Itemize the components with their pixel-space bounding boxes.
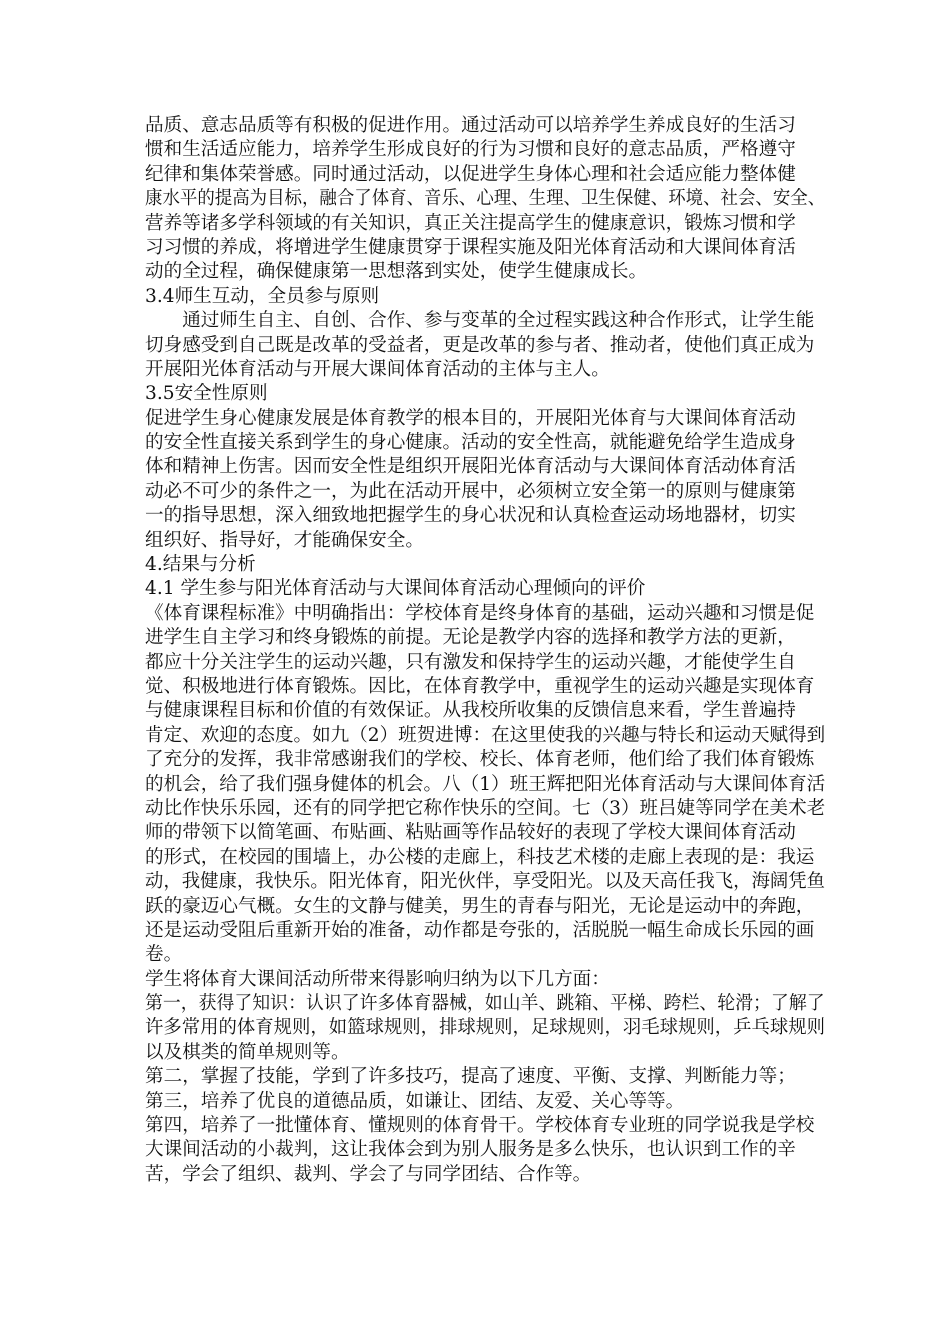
text-line: 的安全性直接关系到学生的身心健康。活动的安全性高，就能避免给学生造成身	[145, 432, 796, 454]
section-heading: 3.4师生互动，全员参与原则	[145, 285, 380, 307]
section-heading: 3.5安全性原则	[145, 383, 268, 405]
section-heading: 4.结果与分析	[145, 554, 256, 576]
text-line: 第二，掌握了技能，学到了许多技巧，提高了速度、平衡、支撑、判断能力等；	[145, 1066, 796, 1088]
text-line: 组织好、指导好，才能确保安全。	[145, 529, 424, 551]
text-line: 《体育课程标准》中明确指出：学校体育是终身体育的基础，运动兴趣和习惯是促	[145, 602, 815, 624]
text-line: 一的指导思想，深入细致地把握学生的身心状况和认真检查运动场地器材，切实	[145, 505, 796, 527]
text-line: 习习惯的养成，将增进学生健康贯穿于课程实施及阳光体育活动和大课间体育活	[145, 236, 796, 258]
text-line: 卷。	[145, 944, 183, 966]
text-line: 的形式，在校园的围墙上，办公楼的走廊上，科技艺术楼的走廊上表现的是：我运	[145, 846, 815, 868]
text-line: 都应十分关注学生的运动兴趣，只有激发和保持学生的运动兴趣，才能使学生自	[145, 651, 796, 673]
text-line: 苦，学会了组织、裁判、学会了与同学团结、合作等。	[145, 1163, 592, 1185]
text-line: 开展阳光体育活动与开展大课间体育活动的主体与主人。	[145, 358, 610, 380]
text-line: 跃的豪迈心气概。女生的文静与健美，男生的青春与阳光，无论是运动中的奔跑，	[145, 895, 815, 917]
text-line: 的机会，给了我们强身健体的机会。八（1）班王辉把阳光体育活动与大课间体育活	[145, 773, 826, 795]
text-line: 惯和生活适应能力，培养学生形成良好的行为习惯和良好的意志品质，严格遵守	[145, 139, 796, 161]
text-line: 大课间活动的小裁判，这让我体会到为别人服务是多么快乐，也认识到工作的辛	[145, 1139, 796, 1161]
text-line: 营养等诸多学科领域的有关知识，真正关注提高学生的健康意识，锻炼习惯和学	[145, 212, 796, 234]
text-line: 体和精神上伤害。因而安全性是组织开展阳光体育活动与大课间体育活动体育活	[145, 456, 796, 478]
text-line: 通过师生自主、自创、合作、参与变革的全过程实践这种合作形式，让学生能	[145, 310, 815, 332]
text-line: 动的全过程，确保健康第一思想落到实处，使学生健康成长。	[145, 261, 648, 283]
text-line: 动比作快乐乐园，还有的同学把它称作快乐的空间。七（3）班吕婕等同学在美术老	[145, 797, 826, 819]
text-line: 了充分的发挥，我非常感谢我们的学校、校长、体育老师，他们给了我们体育锻炼	[145, 749, 815, 771]
text-line: 促进学生身心健康发展是体育教学的根本目的，开展阳光体育与大课间体育活动	[145, 407, 796, 429]
text-line: 切身感受到自己既是改革的受益者，更是改革的参与者、推动者，使他们真正成为	[145, 334, 815, 356]
text-line: 觉、积极地进行体育锻炼。因比，在体育教学中，重视学生的运动兴趣是实现体育	[145, 675, 815, 697]
text-line: 动必不可少的条件之一，为此在活动开展中，必须树立安全第一的原则与健康第	[145, 480, 796, 502]
text-line: 许多常用的体育规则，如篮球规则，排球规则，足球规则，羽毛球规则，乒乓球规则	[145, 1017, 825, 1039]
text-line: 动，我健康，我快乐。阳光体育，阳光伙伴，享受阳光。以及天高任我飞，海阔凭鱼	[145, 871, 825, 893]
text-line: 第四，培养了一批懂体育、懂规则的体育骨干。学校体育专业班的同学说我是学校	[145, 1115, 815, 1137]
text-line: 以及棋类的简单规则等。	[145, 1041, 350, 1063]
text-line: 进学生自主学习和终身锻炼的前提。无论是教学内容的选择和教学方法的更新，	[145, 627, 796, 649]
text-line: 肯定、欢迎的态度。如九（2）班贺进博：在这里使我的兴趣与特长和运动天赋得到	[145, 724, 826, 746]
text-line: 康水平的提高为目标，融合了体育、音乐、心理、生理、卫生保健、环境、社会、安全、	[145, 188, 826, 210]
text-line: 第三，培养了优良的道德品质，如谦让、团结、友爱、关心等等。	[145, 1090, 685, 1112]
section-heading: 4.1 学生参与阳光体育活动与大课间体育活动心理倾向的评价	[145, 578, 646, 600]
text-line: 还是运动受阻后重新开始的准备，动作都是夸张的，活脱脱一幅生命成长乐园的画	[145, 919, 815, 941]
text-line: 与健康课程目标和价值的有效保证。从我校所收集的反馈信息来看，学生普遍持	[145, 700, 796, 722]
text-line: 师的带领下以简笔画、布贴画、粘贴画等作品较好的表现了学校大课间体育活动	[145, 822, 796, 844]
text-line: 品质、意志品质等有积极的促进作用。通过活动可以培养学生养成良好的生活习	[145, 115, 796, 136]
text-line: 第一，获得了知识：认识了许多体育器械，如山羊、跳箱、平梯、跨栏、轮滑；了解了	[145, 993, 825, 1015]
text-line: 纪律和集体荣誉感。同时通过活动，以促进学生身体心理和社会适应能力整体健	[145, 163, 796, 185]
text-line: 学生将体育大课间活动所带来得影响归纳为以下几方面：	[145, 968, 610, 990]
document-page	[145, 114, 825, 1187]
